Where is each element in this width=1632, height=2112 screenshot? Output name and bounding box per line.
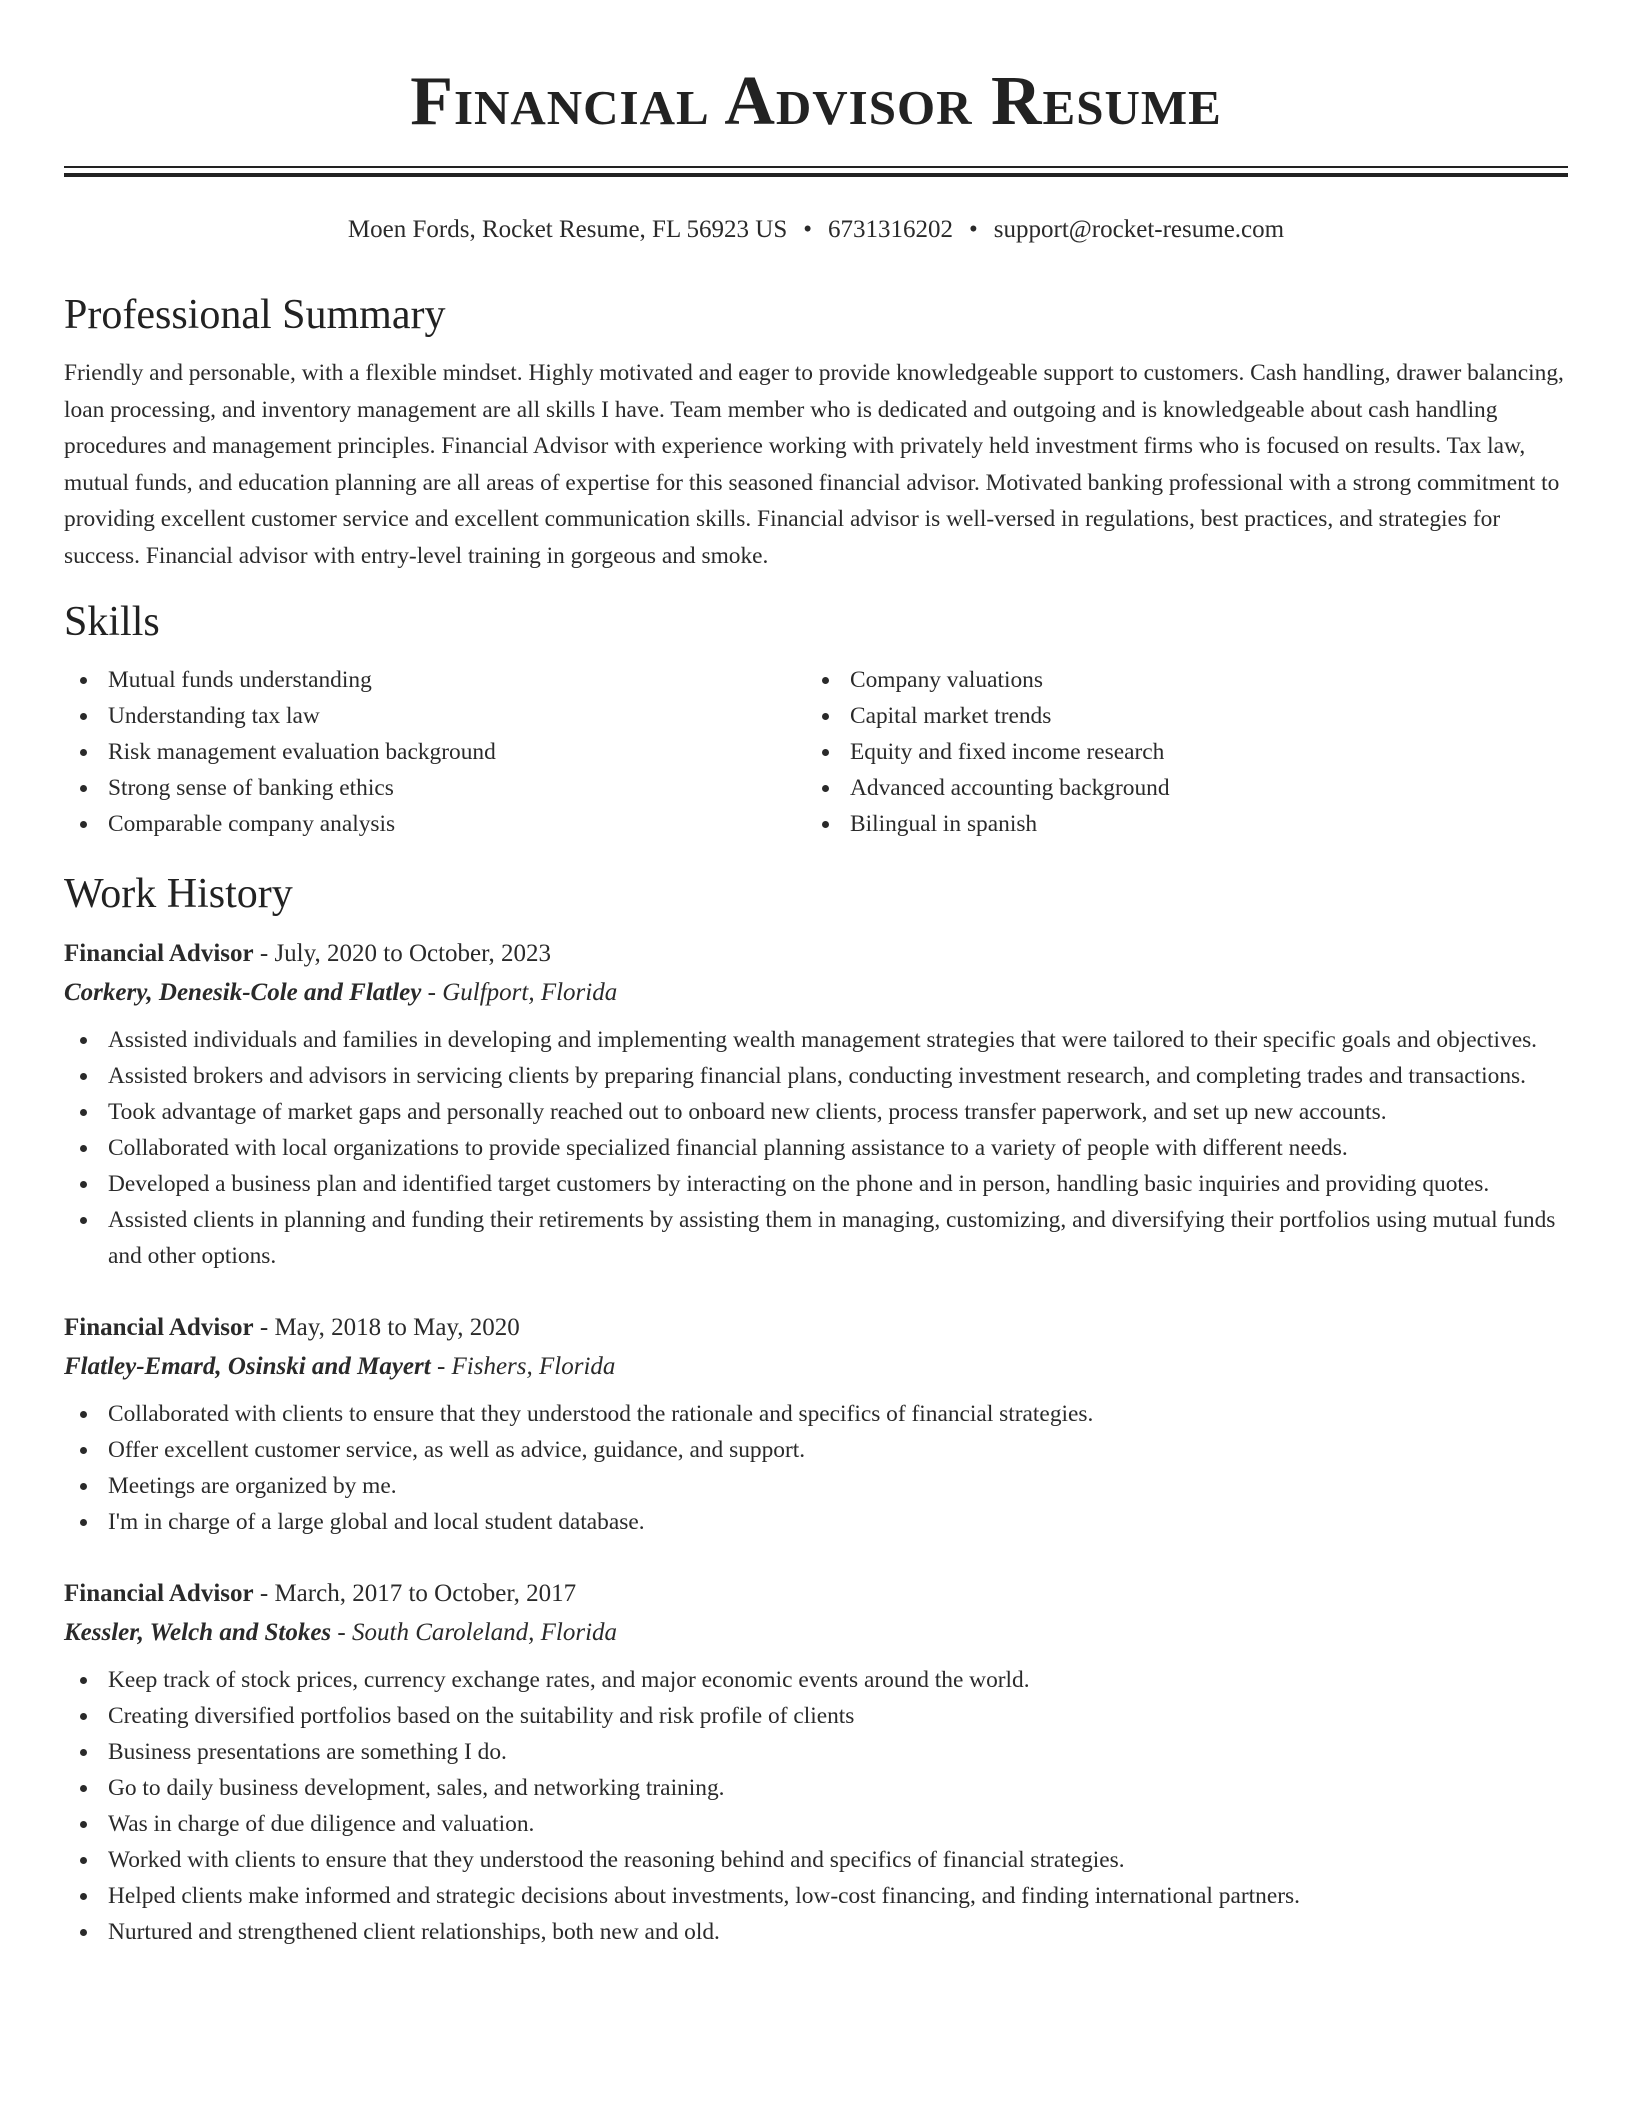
skill-item: Advanced accounting background bbox=[806, 770, 1568, 806]
company-line bbox=[64, 1614, 1568, 1652]
job-entry bbox=[64, 934, 1568, 1274]
skill-item: Comparable company analysis bbox=[64, 806, 806, 842]
duty-item: Was in charge of due diligence and valuation. bbox=[64, 1806, 1568, 1842]
company-line bbox=[64, 974, 1568, 1012]
job-duties bbox=[64, 1662, 1568, 1950]
job-duties bbox=[64, 1022, 1568, 1274]
company-location: - South Caroleland, Florida bbox=[331, 1619, 618, 1646]
job-dates: - July, 2020 to October, 2023 bbox=[253, 940, 551, 967]
company-location: - Gulfport, Florida bbox=[421, 979, 618, 1006]
job-title-line bbox=[64, 1308, 1568, 1348]
duty-item: Collaborated with local organizations to provide specialized financial planning assistance to a variety of people with different needs. bbox=[64, 1130, 1568, 1166]
contact-phone: 6731316202 bbox=[828, 216, 954, 243]
title-rule-thick bbox=[64, 173, 1568, 177]
duty-item: Keep track of stock prices, currency exchange rates, and major economic events around the world. bbox=[64, 1662, 1568, 1698]
contact-line bbox=[64, 213, 1568, 247]
summary-text: Friendly and personable, with a flexible mindset. Highly motivated and eager to provide knowledgeable support to customers. Cash handling, drawer balancing, loan processing, and inventory management are all skills I have. Team member who is dedicated and outgoing and is knowledgeable about cash handling procedures and management principles. Financial Advisor with experience working with privately held investment firms who is focused on results. Tax law, mutual funds, and education planning are all areas of expertise for this seasoned financial advisor. Motivated banking professional with a strong commitment to providing excellent customer service and excellent communication skills. Financial advisor is well-versed in regulations, best practices, and strategies for success. Financial advisor with entry-level training in gorgeous and smoke. bbox=[64, 360, 1564, 569]
skill-item: Company valuations bbox=[806, 662, 1568, 698]
skill-item: Capital market trends bbox=[806, 698, 1568, 734]
skill-item: Understanding tax law bbox=[64, 698, 806, 734]
skill-item: Equity and fixed income research bbox=[806, 734, 1568, 770]
skill-item: Risk management evaluation background bbox=[64, 734, 806, 770]
job-title-line bbox=[64, 934, 1568, 974]
job-dates: - March, 2017 to October, 2017 bbox=[253, 1580, 577, 1607]
job-title: Financial Advisor bbox=[64, 1314, 254, 1341]
work-history-heading: Work History bbox=[64, 871, 293, 917]
contact-email: support@rocket-resume.com bbox=[993, 216, 1285, 243]
duty-item: Assisted individuals and families in developing and implementing wealth management strategies that were tailored to their specific goals and objectives. bbox=[64, 1022, 1568, 1058]
contact-separator: • bbox=[969, 216, 978, 243]
skills-column-left bbox=[64, 662, 806, 842]
company-name: Corkery, Denesik-Cole and Flatley bbox=[64, 979, 422, 1006]
summary-heading: Professional Summary bbox=[64, 292, 446, 338]
duty-item: Worked with clients to ensure that they understood the reasoning behind and specifics of financial strategies. bbox=[64, 1842, 1568, 1878]
duty-item: Nurtured and strengthened client relationships, both new and old. bbox=[64, 1914, 1568, 1950]
document-title: Financial Advisor Resume bbox=[410, 63, 1222, 140]
duty-item: Collaborated with clients to ensure that they understood the rationale and specifics of financial strategies. bbox=[64, 1396, 1568, 1432]
job-title: Financial Advisor bbox=[64, 1580, 254, 1607]
job-title: Financial Advisor bbox=[64, 940, 254, 967]
company-line bbox=[64, 1348, 1568, 1386]
duty-item: Helped clients make informed and strategic decisions about investments, low-cost financing, and finding international partners. bbox=[64, 1878, 1568, 1914]
duty-item: Took advantage of market gaps and personally reached out to onboard new clients, process transfer paperwork, and set up new accounts. bbox=[64, 1094, 1568, 1130]
job-entry bbox=[64, 1308, 1568, 1540]
skills-heading: Skills bbox=[64, 599, 160, 645]
skill-item: Bilingual in spanish bbox=[806, 806, 1568, 842]
duty-item: Creating diversified portfolios based on the suitability and risk profile of clients bbox=[64, 1698, 1568, 1734]
contact-address: Moen Fords, Rocket Resume, FL 56923 US bbox=[347, 216, 788, 243]
duty-item: Assisted clients in planning and funding their retirements by assisting them in managing, customizing, and diversifying their portfolios using mutual funds and other options. bbox=[64, 1202, 1568, 1274]
skill-item: Mutual funds understanding bbox=[64, 662, 806, 698]
skill-item: Strong sense of banking ethics bbox=[64, 770, 806, 806]
duty-item: I'm in charge of a large global and local student database. bbox=[64, 1504, 1568, 1540]
duty-item: Developed a business plan and identified target customers by interacting on the phone and in person, handling basic inquiries and providing quotes. bbox=[64, 1166, 1568, 1202]
duty-item: Go to daily business development, sales, and networking training. bbox=[64, 1770, 1568, 1806]
duty-item: Assisted brokers and advisors in servicing clients by preparing financial plans, conducting investment research, and completing trades and transactions. bbox=[64, 1058, 1568, 1094]
contact-separator: • bbox=[803, 216, 813, 243]
duty-item: Business presentations are something I do. bbox=[64, 1734, 1568, 1770]
title-rule-thin bbox=[64, 166, 1568, 168]
company-name: Flatley-Emard, Osinski and Mayert bbox=[64, 1353, 431, 1380]
skills-list bbox=[64, 662, 1568, 842]
company-name: Kessler, Welch and Stokes bbox=[64, 1619, 332, 1646]
job-entry bbox=[64, 1574, 1568, 1950]
duty-item: Offer excellent customer service, as well as advice, guidance, and support. bbox=[64, 1432, 1568, 1468]
skills-column-right bbox=[806, 662, 1568, 842]
job-title-line bbox=[64, 1574, 1568, 1614]
company-location: - Fishers, Florida bbox=[430, 1353, 616, 1380]
duty-item: Meetings are organized by me. bbox=[64, 1468, 1568, 1504]
job-duties bbox=[64, 1396, 1568, 1540]
job-dates: - May, 2018 to May, 2020 bbox=[253, 1314, 520, 1341]
